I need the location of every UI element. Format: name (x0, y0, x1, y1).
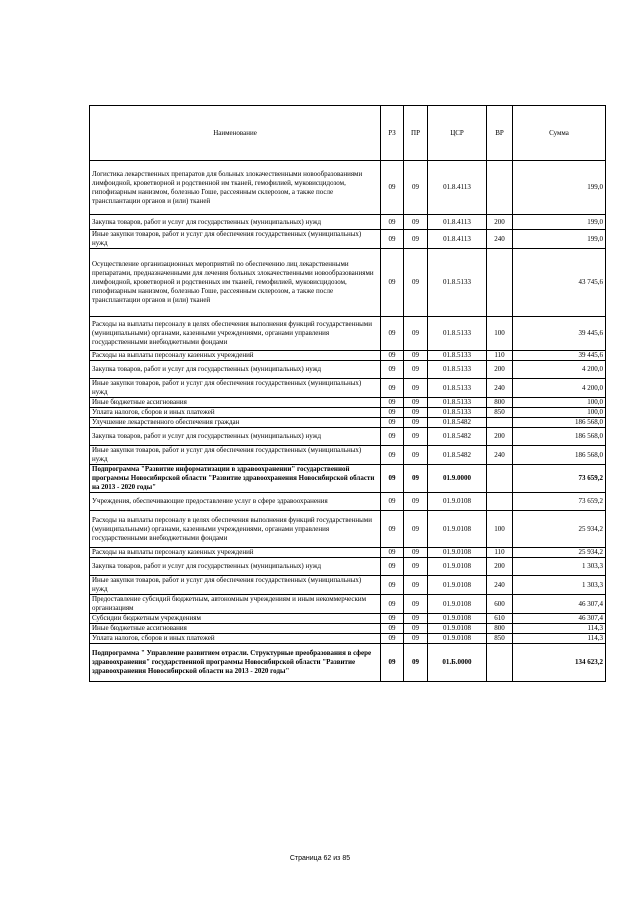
cell-csr: 01.8.5133 (428, 351, 487, 361)
cell-name: Иные закупки товаров, работ и услуг для обеспечения государственных (муниципальных) нужд (90, 446, 381, 465)
cell-csr: 01.9.0000 (428, 465, 487, 493)
table-row (90, 161, 606, 215)
cell-csr: 01.9.0108 (428, 624, 487, 634)
cell-pr: 09 (404, 644, 428, 682)
cell-vr: 100 (487, 317, 513, 351)
cell-name: Учреждения, обеспечивающие предоставление услуг в сфере здравоохранения (90, 493, 381, 511)
cell-vr: 110 (487, 351, 513, 361)
cell-csr: 01.8.5133 (428, 249, 487, 317)
cell-vr: 610 (487, 614, 513, 624)
cell-vr (487, 418, 513, 428)
cell-pr: 09 (404, 614, 428, 624)
page-number: Страница 62 из 85 (289, 855, 351, 862)
cell-csr: 01.9.0108 (428, 634, 487, 644)
table-row (90, 408, 606, 418)
table-row (90, 614, 606, 624)
cell-csr: 01.8.4113 (428, 230, 487, 249)
cell-pr: 09 (404, 161, 428, 215)
cell-name: Закупка товаров, работ и услуг для государственных (муниципальных) нужд (90, 428, 381, 446)
cell-sum: 186 568,0 (513, 428, 606, 446)
cell-rz: 09 (381, 493, 404, 511)
header-rz: РЗ (381, 106, 404, 161)
cell-csr: 01.8.5133 (428, 379, 487, 398)
cell-name: Логистика лекарственных препаратов для больных злокачественными новообразованиями лимфоидной, кроветворной и родственной им тканей, гемофилией, муковисцидозом, гипофизарным нанизмом, болезнью Гоше, рассеянным склерозом, а также после трансплантации органов и (или) тканей (90, 161, 381, 215)
cell-rz: 09 (381, 351, 404, 361)
cell-vr: 200 (487, 361, 513, 379)
cell-sum: 46 307,4 (513, 595, 606, 614)
cell-pr: 09 (404, 634, 428, 644)
cell-vr (487, 161, 513, 215)
cell-name: Улучшение лекарственного обеспечения граждан (90, 418, 381, 428)
cell-vr: 800 (487, 398, 513, 408)
cell-name: Уплата налогов, сборов и иных платежей (90, 408, 381, 418)
cell-name: Субсидии бюджетным учреждениям (90, 614, 381, 624)
table-row (90, 644, 606, 682)
table-row (90, 418, 606, 428)
cell-sum: 1 303,3 (513, 558, 606, 576)
cell-sum: 46 307,4 (513, 614, 606, 624)
cell-csr: 01.9.0108 (428, 558, 487, 576)
cell-name: Расходы на выплаты персоналу в целях обеспечения выполнения функций государственными (муниципальными) органами, казенными учреждениями, органами управления государственными внебюджетными фондами (90, 511, 381, 548)
table-row (90, 548, 606, 558)
table-body (90, 161, 606, 682)
cell-vr: 240 (487, 576, 513, 595)
cell-csr: 01.8.5133 (428, 317, 487, 351)
cell-rz: 09 (381, 379, 404, 398)
cell-sum: 199,0 (513, 161, 606, 215)
cell-name: Подпрограмма " Управление развитием отрасли. Структурные преобразования в сфере здравоохранения" государственной программы Новосибирской области "Развитие здравоохранения Новосибирской области на 2013 - 2020 годы" (90, 644, 381, 682)
cell-rz: 09 (381, 398, 404, 408)
cell-pr: 09 (404, 576, 428, 595)
table-row (90, 446, 606, 465)
header-pr: ПР (404, 106, 428, 161)
cell-vr: 240 (487, 446, 513, 465)
cell-name: Иные закупки товаров, работ и услуг для обеспечения государственных (муниципальных) нужд (90, 230, 381, 249)
header-csr: ЦСР (428, 106, 487, 161)
table-row (90, 230, 606, 249)
cell-name: Закупка товаров, работ и услуг для государственных (муниципальных) нужд (90, 558, 381, 576)
cell-pr: 09 (404, 230, 428, 249)
cell-rz: 09 (381, 408, 404, 418)
cell-csr: 01.Б.0000 (428, 644, 487, 682)
table-row (90, 624, 606, 634)
table-row (90, 249, 606, 317)
cell-vr: 240 (487, 230, 513, 249)
cell-csr: 01.8.4113 (428, 161, 487, 215)
cell-csr: 01.8.4113 (428, 215, 487, 230)
table-row (90, 379, 606, 398)
cell-rz: 09 (381, 465, 404, 493)
budget-table (89, 105, 606, 682)
cell-rz: 09 (381, 644, 404, 682)
cell-rz: 09 (381, 446, 404, 465)
cell-csr: 01.9.0108 (428, 548, 487, 558)
cell-pr: 09 (404, 398, 428, 408)
cell-csr: 01.9.0108 (428, 614, 487, 624)
cell-csr: 01.9.0108 (428, 493, 487, 511)
cell-vr: 800 (487, 624, 513, 634)
cell-vr (487, 465, 513, 493)
cell-csr: 01.8.5133 (428, 361, 487, 379)
table-row (90, 576, 606, 595)
table-row (90, 398, 606, 408)
cell-name: Подпрограмма "Развитие информатизации в здравоохранении" государственной программы Новосибирской области "Развитие здравоохранения Новосибирской области на 2013 - 2020 годы" (90, 465, 381, 493)
cell-vr: 200 (487, 558, 513, 576)
cell-name: Расходы на выплаты персоналу казенных учреждений (90, 351, 381, 361)
cell-sum: 100,0 (513, 408, 606, 418)
cell-vr: 110 (487, 548, 513, 558)
header-name: Наименование (90, 106, 381, 161)
table-row (90, 428, 606, 446)
cell-sum: 100,0 (513, 398, 606, 408)
cell-sum: 43 745,6 (513, 249, 606, 317)
cell-sum: 25 934,2 (513, 548, 606, 558)
table-row (90, 361, 606, 379)
cell-csr: 01.8.5133 (428, 398, 487, 408)
cell-name: Расходы на выплаты персоналу в целях обеспечения выполнения функций государственными (муниципальными) органами, казенными учреждениями, органами управления государственными внебюджетными фондами (90, 317, 381, 351)
cell-rz: 09 (381, 418, 404, 428)
cell-csr: 01.9.0108 (428, 511, 487, 548)
table-row (90, 215, 606, 230)
cell-rz: 09 (381, 614, 404, 624)
cell-sum: 114,3 (513, 634, 606, 644)
cell-rz: 09 (381, 428, 404, 446)
cell-pr: 09 (404, 379, 428, 398)
cell-sum: 1 303,3 (513, 576, 606, 595)
cell-pr: 09 (404, 408, 428, 418)
cell-name: Предоставление субсидий бюджетным, автономным учреждениям и иным некоммерческим организациям (90, 595, 381, 614)
cell-sum: 73 659,2 (513, 493, 606, 511)
cell-pr: 09 (404, 317, 428, 351)
cell-rz: 09 (381, 361, 404, 379)
cell-pr: 09 (404, 624, 428, 634)
cell-pr: 09 (404, 215, 428, 230)
cell-name: Расходы на выплаты персоналу казенных учреждений (90, 548, 381, 558)
cell-vr: 200 (487, 428, 513, 446)
cell-rz: 09 (381, 548, 404, 558)
cell-rz: 09 (381, 317, 404, 351)
cell-pr: 09 (404, 446, 428, 465)
header-vr: ВР (487, 106, 513, 161)
cell-vr: 200 (487, 215, 513, 230)
cell-name: Осуществление организационных мероприятий по обеспечению лиц лекарственными препаратами, предназначенными для лечения больных злокачественными новообразованиями лимфоидной, кроветворной и родственных им тканей, гемофилией, муковисцидозом, гипофизарным нанизмом, болезнью Гоше, рассеянным склерозом, а также после трансплантации органов и (или) тканей (90, 249, 381, 317)
cell-sum: 25 934,2 (513, 511, 606, 548)
header-sum: Сумма (513, 106, 606, 161)
cell-rz: 09 (381, 634, 404, 644)
cell-csr: 01.9.0108 (428, 595, 487, 614)
cell-rz: 09 (381, 215, 404, 230)
cell-name: Иные закупки товаров, работ и услуг для обеспечения государственных (муниципальных) нужд (90, 576, 381, 595)
cell-vr (487, 644, 513, 682)
cell-sum: 134 623,2 (513, 644, 606, 682)
cell-name: Уплата налогов, сборов и иных платежей (90, 634, 381, 644)
cell-name: Закупка товаров, работ и услуг для государственных (муниципальных) нужд (90, 215, 381, 230)
cell-sum: 114,3 (513, 624, 606, 634)
cell-pr: 09 (404, 351, 428, 361)
cell-rz: 09 (381, 576, 404, 595)
cell-pr: 09 (404, 361, 428, 379)
table-row (90, 351, 606, 361)
cell-pr: 09 (404, 558, 428, 576)
cell-vr (487, 493, 513, 511)
cell-sum: 39 445,6 (513, 351, 606, 361)
cell-rz: 09 (381, 230, 404, 249)
cell-rz: 09 (381, 249, 404, 317)
cell-csr: 01.9.0108 (428, 576, 487, 595)
cell-name: Иные бюджетные ассигнования (90, 624, 381, 634)
cell-sum: 4 200,0 (513, 379, 606, 398)
table-row (90, 493, 606, 511)
table-row (90, 465, 606, 493)
cell-sum: 4 200,0 (513, 361, 606, 379)
cell-pr: 09 (404, 428, 428, 446)
cell-rz: 09 (381, 624, 404, 634)
cell-sum: 186 568,0 (513, 446, 606, 465)
cell-sum: 199,0 (513, 230, 606, 249)
cell-pr: 09 (404, 465, 428, 493)
table-row (90, 558, 606, 576)
cell-vr (487, 249, 513, 317)
cell-rz: 09 (381, 558, 404, 576)
cell-vr: 100 (487, 511, 513, 548)
cell-pr: 09 (404, 595, 428, 614)
cell-name: Иные закупки товаров, работ и услуг для обеспечения государственных (муниципальных) нужд (90, 379, 381, 398)
cell-pr: 09 (404, 249, 428, 317)
table-row (90, 634, 606, 644)
cell-pr: 09 (404, 418, 428, 428)
cell-name: Закупка товаров, работ и услуг для государственных (муниципальных) нужд (90, 361, 381, 379)
cell-vr: 600 (487, 595, 513, 614)
cell-sum: 39 445,6 (513, 317, 606, 351)
cell-vr: 240 (487, 379, 513, 398)
cell-csr: 01.8.5482 (428, 418, 487, 428)
cell-csr: 01.8.5133 (428, 408, 487, 418)
cell-sum: 199,0 (513, 215, 606, 230)
table-header-row (90, 106, 606, 161)
cell-rz: 09 (381, 161, 404, 215)
cell-sum: 73 659,2 (513, 465, 606, 493)
cell-pr: 09 (404, 548, 428, 558)
cell-csr: 01.8.5482 (428, 428, 487, 446)
cell-name: Иные бюджетные ассигнования (90, 398, 381, 408)
table-row (90, 595, 606, 614)
table-row (90, 317, 606, 351)
cell-csr: 01.8.5482 (428, 446, 487, 465)
table-row (90, 511, 606, 548)
cell-pr: 09 (404, 511, 428, 548)
cell-rz: 09 (381, 511, 404, 548)
cell-vr: 850 (487, 408, 513, 418)
cell-rz: 09 (381, 595, 404, 614)
cell-pr: 09 (404, 493, 428, 511)
cell-sum: 186 568,0 (513, 418, 606, 428)
cell-vr: 850 (487, 634, 513, 644)
